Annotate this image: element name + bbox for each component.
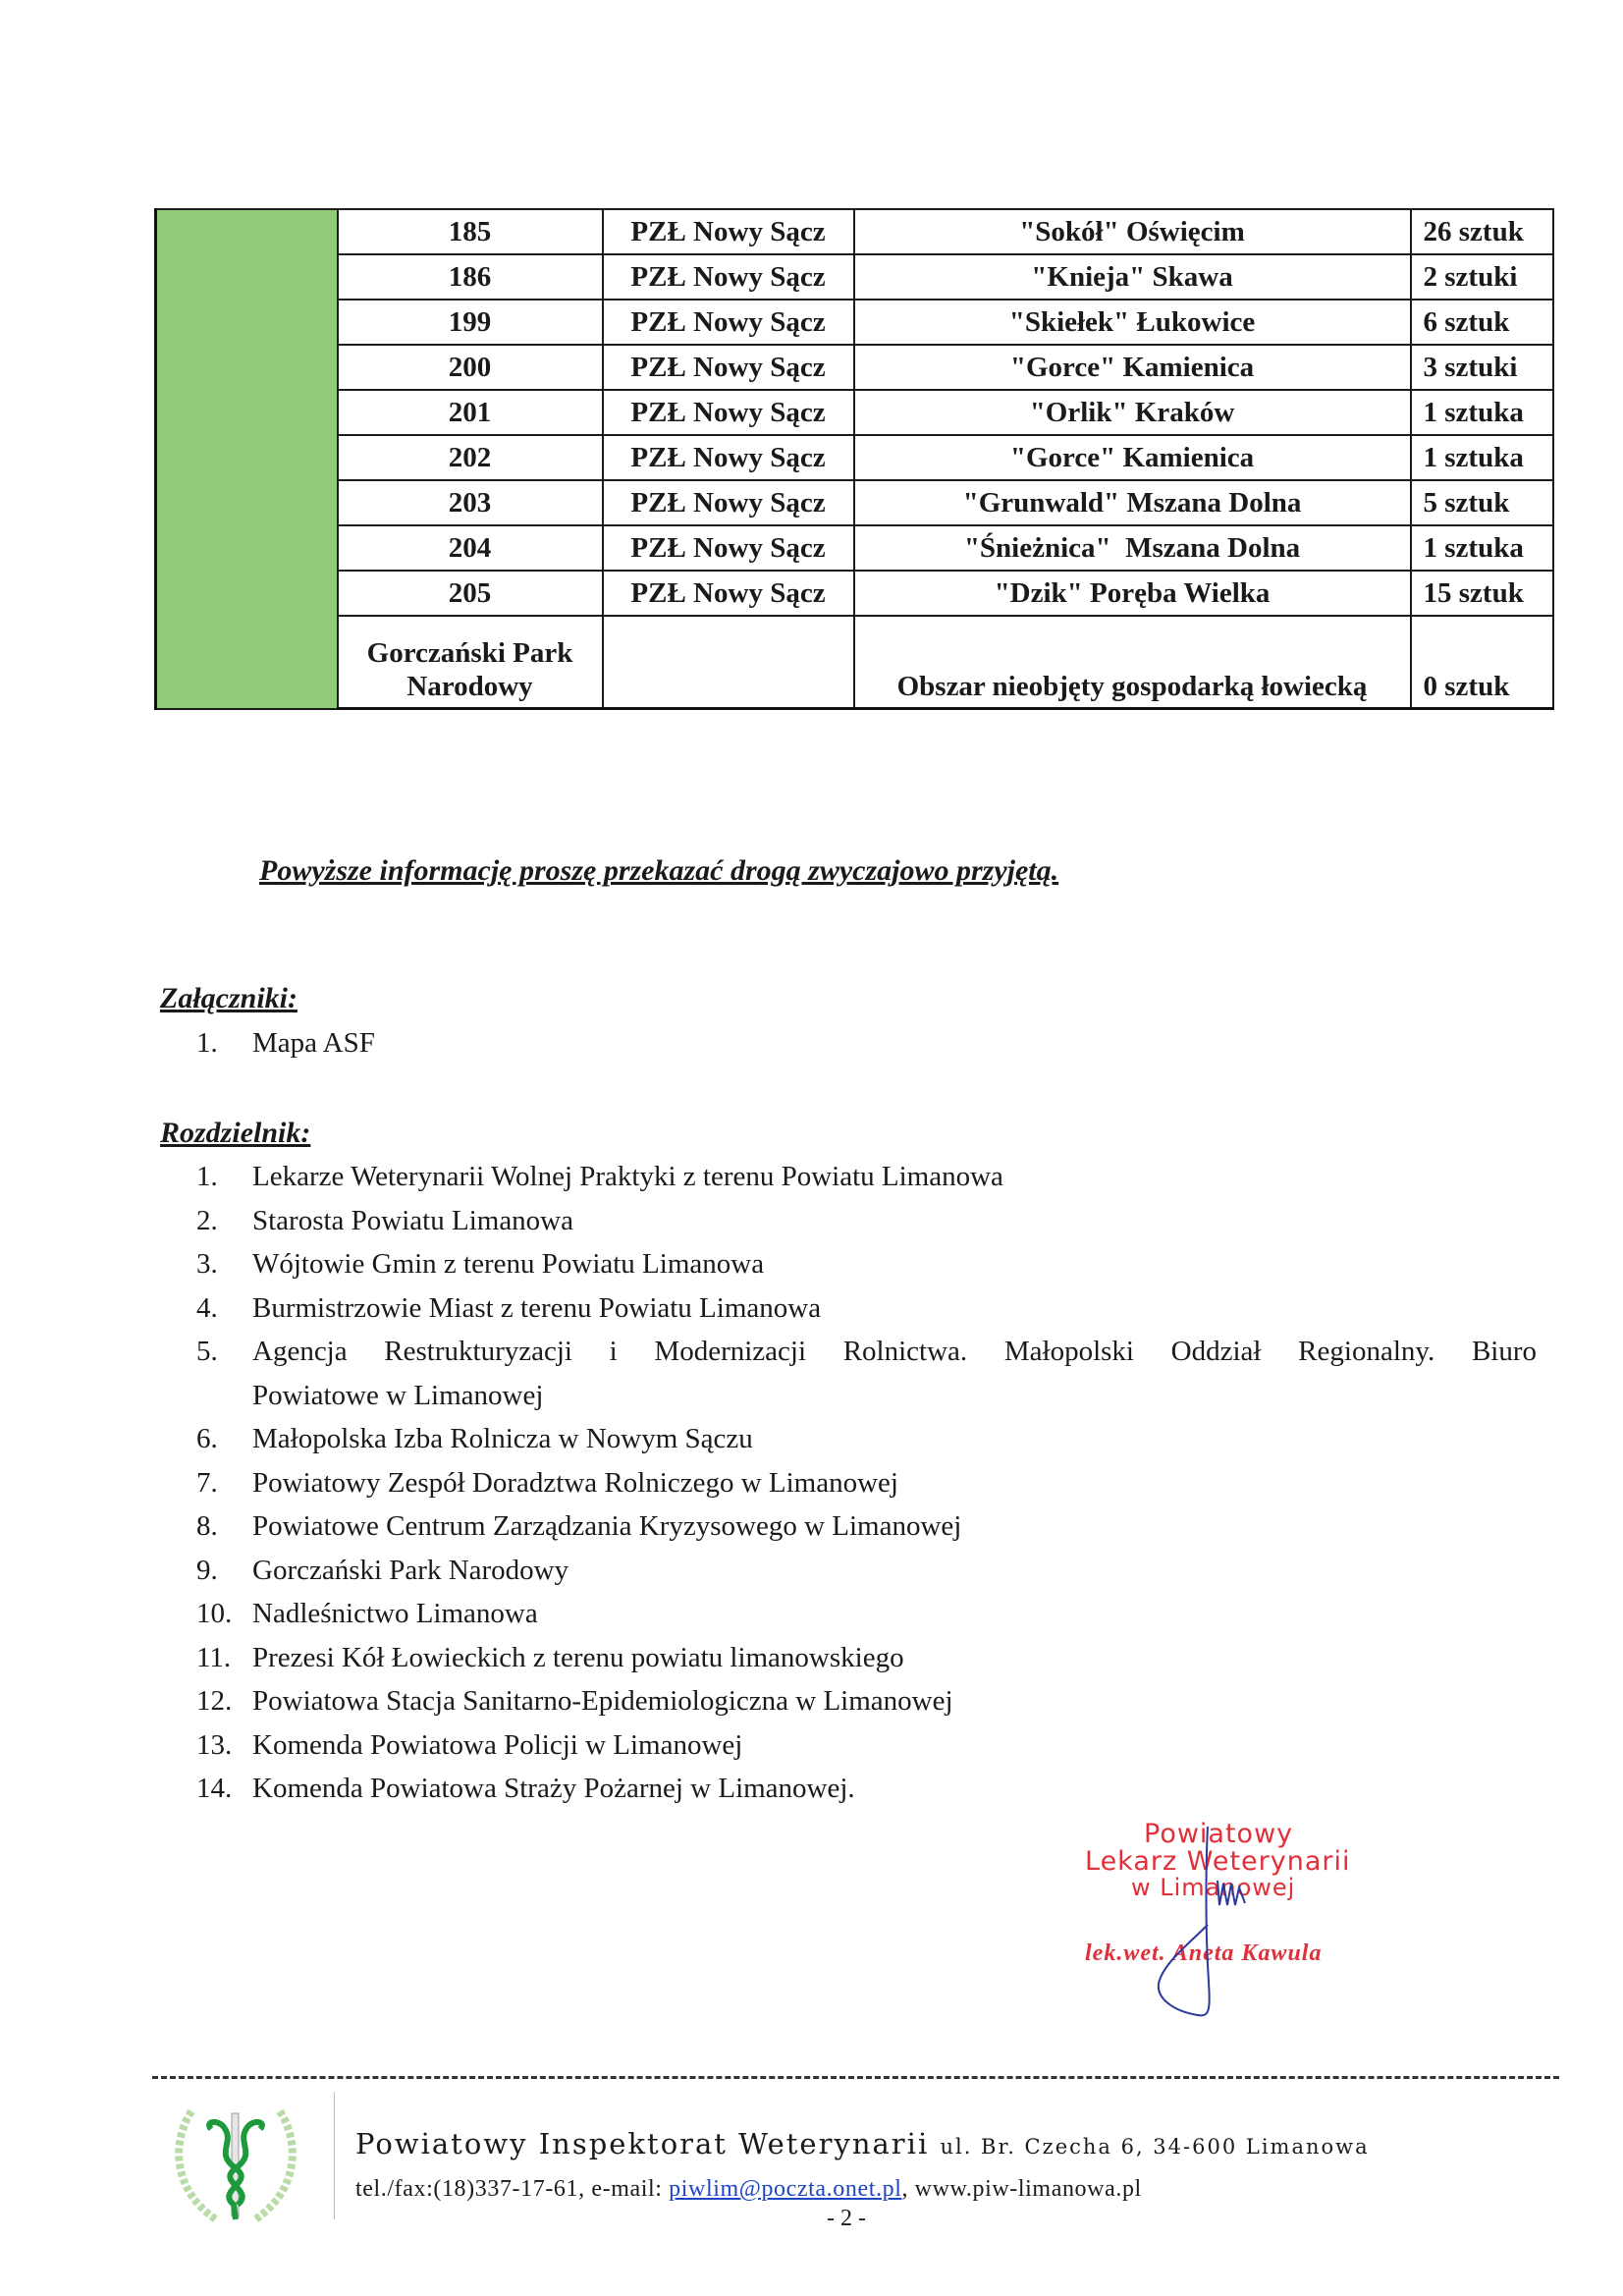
list-item-number: 13. [196,1728,233,1761]
stamp-line3: w Limanowej [1131,1874,1296,1901]
forwarding-notice: Powyższe informację proszę przekazać drogą zwyczajowo przyjętą. [259,854,1059,887]
caduceus-wreath-icon [157,2092,314,2229]
association-cell: PZŁ Nowy Sącz [603,480,854,525]
circle-number-cell: 200 [338,345,603,390]
circle-name-cell: Obszar nieobjęty gospodarką łowiecką [854,616,1411,709]
list-item-text: Komenda Powiatowa Policji w Limanowej [252,1728,743,1761]
footer-contact-line: tel./fax:(18)337-17-61, e-mail: piwlim@poczta.onet.pl, www.piw-limanowa.pl [355,2176,1142,2202]
table-row [156,435,1553,480]
quantity-cell: 3 sztuki [1411,345,1553,390]
list-item-text: Lekarze Weterynarii Wolnej Praktyki z terenu Powiatu Limanowa [252,1161,1003,1192]
circle-name-cell: "Dzik" Poręba Wielka [854,571,1411,616]
table-row-national-park [156,616,1553,709]
list-item [196,1592,1537,1636]
list-item-number: 14. [196,1773,233,1804]
hunting-circles-table-wrap [154,208,1554,710]
circle-number-cell: 203 [338,480,603,525]
quantity-cell: 15 sztuk [1411,571,1553,616]
list-item-number: 11. [196,1641,232,1673]
list-item-text: Burmistrzowie Miast z terenu Powiatu Limanowa [252,1291,822,1324]
quantity-cell: 6 sztuk [1411,300,1553,345]
page-number: - 2 - [827,2206,866,2231]
table-row [156,480,1553,525]
list-item-text: Agencja Restrukturyzacji i Modernizacji Rolnictwa. Małopolski Oddział Regionalny. Biuro [252,1336,1537,1367]
list-item-number: 8. [196,1510,218,1542]
list-item [196,1199,1537,1243]
association-cell [603,616,854,709]
circle-number-cell: 185 [338,209,603,254]
list-item-number: 2. [196,1204,218,1236]
list-item-number: 3. [196,1248,218,1280]
list-item-text: Komenda Powiatowa Straży Pożarnej w Limanowej. [252,1773,855,1804]
list-item-text: Powiatowa Stacja Sanitarno-Epidemiologiczna w Limanowej [252,1685,953,1717]
table-row [156,571,1553,616]
signature-icon [1080,1807,1414,2033]
quantity-cell: 0 sztuk [1411,616,1553,709]
table-row [156,209,1553,254]
table-row [156,390,1553,435]
table-row [156,254,1553,300]
email-link[interactable]: piwlim@poczta.onet.pl [669,2176,902,2202]
table-row [156,300,1553,345]
circle-name-cell: "Sokół" Oświęcim [854,209,1411,254]
list-item-text: Starosta Powiatu Limanowa [252,1204,574,1236]
list-item-text: Małopolska Izba Rolnicza w Nowym Sączu [252,1423,753,1454]
stamp-line2: Lekarz Weterynarii [1085,1846,1351,1877]
list-item-number: 6. [196,1423,218,1454]
association-cell: PZŁ Nowy Sącz [603,525,854,571]
association-cell: PZŁ Nowy Sącz [603,571,854,616]
list-item-number: 9. [196,1554,218,1586]
association-cell: PZŁ Nowy Sącz [603,345,854,390]
footer-institution-line [355,2127,1370,2160]
list-item-number: 12. [196,1685,233,1717]
circle-number-cell: 186 [338,254,603,300]
attachments-list [196,1021,375,1066]
distribution-title: Rozdzielnik: [160,1117,311,1149]
list-item-text: Gorczański Park Narodowy [252,1554,569,1586]
email-label: e-mail: [591,2176,663,2202]
website: www.piw-limanowa.pl [914,2176,1142,2202]
association-cell: PZŁ Nowy Sącz [603,254,854,300]
national-park-line2: Narodowy [406,671,533,702]
association-cell: PZŁ Nowy Sącz [603,300,854,345]
list-item [196,1679,1537,1723]
circle-name-cell: "Śnieżnica" Mszana Dolna [854,525,1411,571]
list-item [196,1636,1537,1680]
quantity-cell: 1 sztuka [1411,525,1553,571]
list-item-text: Wójtowie Gmin z terenu Powiatu Limanowa [252,1248,765,1280]
list-item-text: Prezesi Kół Łowieckich z terenu powiatu limanowskiego [252,1641,904,1673]
list-item-text: Powiatowe Centrum Zarządzania Kryzysowego w Limanowej [252,1510,962,1542]
quantity-cell: 5 sztuk [1411,480,1553,525]
circle-number-cell: 204 [338,525,603,571]
list-item [196,1461,1537,1505]
list-item [196,1504,1537,1549]
list-item-text: Powiatowy Zespół Doradztwa Rolniczego w Limanowej [252,1466,898,1499]
footer-divider [152,2076,1559,2079]
list-item [196,1021,375,1066]
list-item-number: 4. [196,1291,218,1324]
stamp-line1: Powiatowy [1144,1819,1294,1849]
list-item [196,1286,1537,1331]
circle-number-cell: 201 [338,390,603,435]
list-item-text-continued: Powiatowe w Limanowej [252,1379,544,1411]
circle-name-cell: "Gorce" Kamienica [854,435,1411,480]
list-item-number: 1. [196,1161,218,1192]
stamp-line4: lek.wet. Aneta Kawula [1085,1941,1323,1966]
list-item [196,1549,1537,1593]
list-item [196,1417,1537,1461]
circle-name-cell: "Knieja" Skawa [854,254,1411,300]
national-park-cell [338,616,603,709]
national-park-line1: Gorczański Park [366,637,573,669]
circle-name-cell: "Orlik" Kraków [854,390,1411,435]
hunting-circles-table [154,208,1554,710]
circle-number-cell: 199 [338,300,603,345]
list-item [196,1767,1537,1811]
quantity-cell: 1 sztuka [1411,390,1553,435]
list-item [196,1242,1537,1286]
circle-name-cell: "Grunwald" Mszana Dolna [854,480,1411,525]
association-cell: PZŁ Nowy Sącz [603,209,854,254]
institution-name: Powiatowy Inspektorat Weterynarii [355,2127,930,2160]
attachments-title: Załączniki: [160,982,298,1014]
distribution-list [196,1155,1537,1811]
list-item-text: Nadleśnictwo Limanowa [252,1598,538,1629]
green-marker-cell [156,209,338,709]
official-stamp [1080,1807,1414,2033]
list-item [196,1330,1537,1417]
footer-vertical-divider [334,2092,335,2219]
list-item-number: 10. [196,1598,233,1629]
quantity-cell: 26 sztuk [1411,209,1553,254]
list-item-number: 7. [196,1466,218,1499]
list-item-number: 1. [196,1027,218,1059]
circle-number-cell: 205 [338,571,603,616]
circle-name-cell: "Gorce" Kamienica [854,345,1411,390]
list-item [196,1723,1537,1768]
quantity-cell: 2 sztuki [1411,254,1553,300]
circle-number-cell: 202 [338,435,603,480]
circle-name-cell: "Skiełek" Łukowice [854,300,1411,345]
institution-address: ul. Br. Czecha 6, 34-600 Limanowa [940,2135,1370,2159]
association-cell: PZŁ Nowy Sącz [603,390,854,435]
table-row [156,525,1553,571]
quantity-cell: 1 sztuka [1411,435,1553,480]
list-item [196,1155,1537,1199]
table-row [156,345,1553,390]
list-item-number: 5. [196,1336,218,1367]
phone-fax: tel./fax:(18)337-17-61, [355,2176,585,2202]
list-item-text: Mapa ASF [252,1027,375,1059]
association-cell: PZŁ Nowy Sącz [603,435,854,480]
